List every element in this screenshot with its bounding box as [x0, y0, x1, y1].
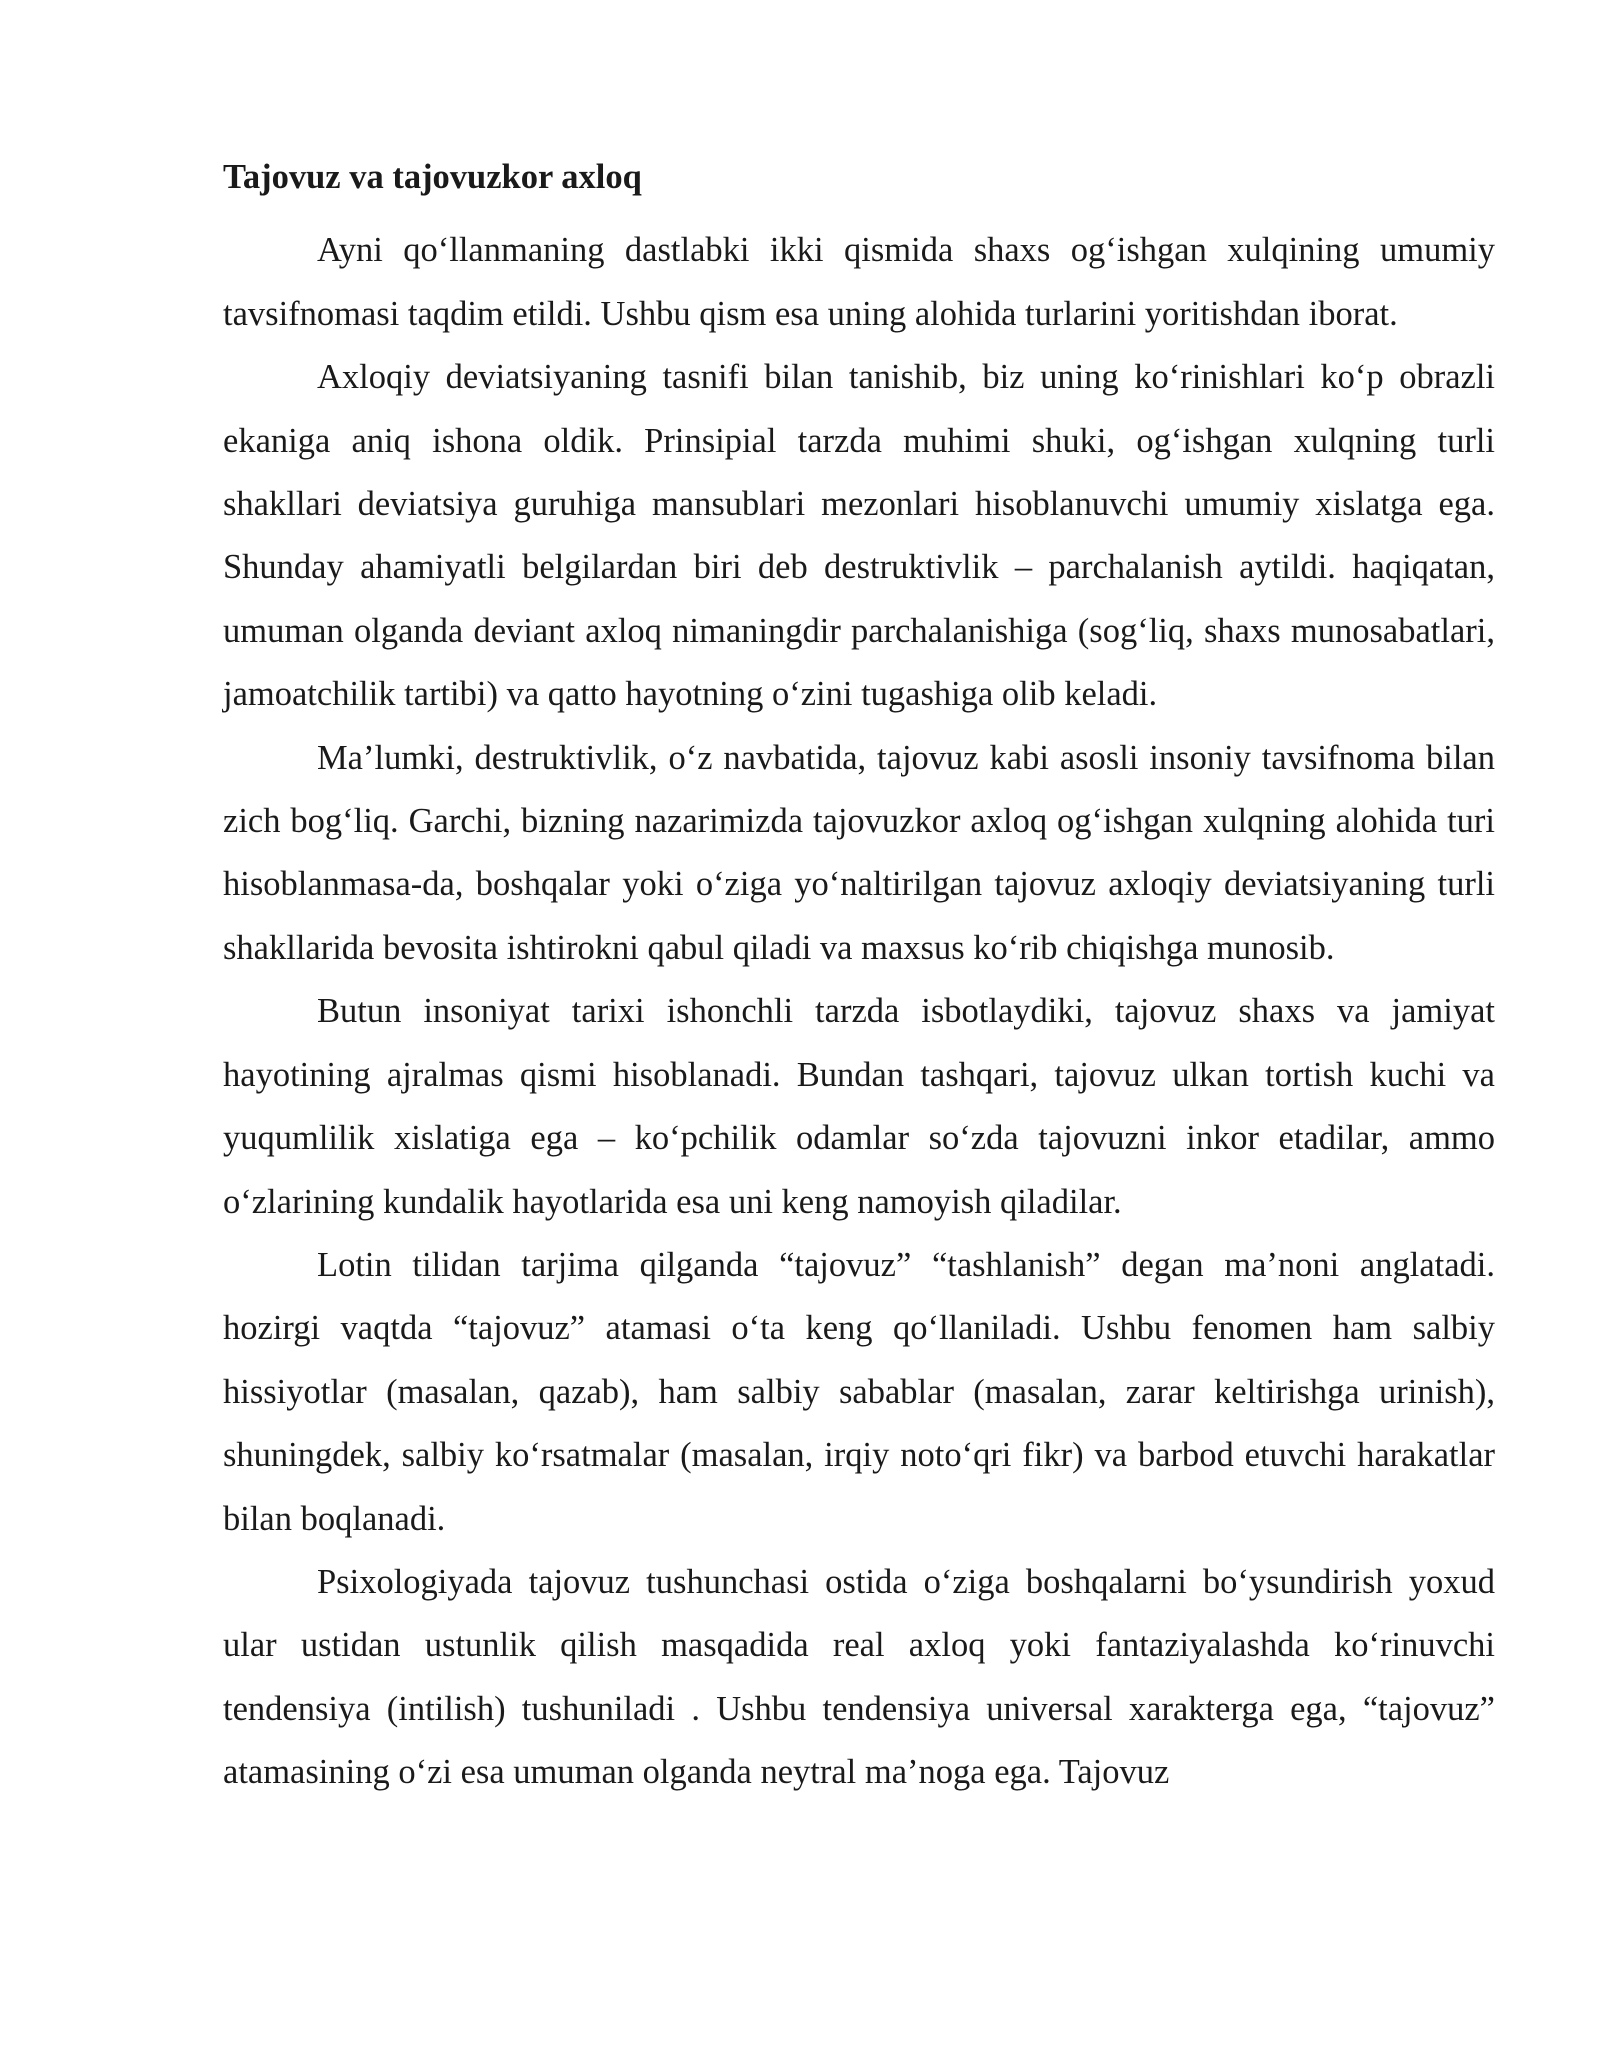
paragraph-6: Psixologiyada tajovuz tushunchasi ostida o‘ziga boshqalarni bo‘ysundirish yoxud ular ustidan ustunlik qilish masqadida real axloq yoki fantaziyalashda ko‘rinuvchi tendensiya (intilish) tushuniladi . Ushbu tendensiya universal xarakterga ega, “tajovuz” atamasining o‘zi esa umuman olganda neytral ma’noga ega. Tajovuz: [223, 1562, 1495, 1792]
paragraph-5: Lotin tilidan tarjima qilganda “tajovuz” “tashlanish” degan ma’noni anglatadi. hozirgi vaqtda “tajovuz” atamasi o‘ta keng qo‘llaniladi. Ushbu fenomen ham salbiy hissiyotlar (masalan, qazab), ham salbiy sabablar (masalan, zarar keltirishga urinish), shuningdek, salbiy ko‘rsatmalar (masalan, irqiy noto‘qri fikr) va barbod etuvchi harakatlar bilan boqlanadi.: [223, 1245, 1495, 1538]
document-body: [223, 138, 1495, 1805]
paragraph-2: Axloqiy deviatsiyaning tasnifi bilan tanishib, biz uning ko‘rinishlari ko‘p obrazli ekaniga aniq ishona oldik. Prinsipial tarzda muhimi shuki, og‘ishgan xulqning turli shakllari deviatsiya guruhiga mansublari mezonlari hisoblanuvchi umumiy xislatga ega. Shunday ahamiyatli belgilardan biri deb destruktivlik – parchalanish aytildi. haqiqatan, umuman olganda deviant axloq nimaningdir parchalanishiga (sog‘liq, shaxs munosabatlari, jamoatchilik tartibi) va qatto hayotning o‘zini tugashiga olib keladi.: [223, 358, 1495, 714]
paragraph-4: Butun insoniyat tarixi ishonchli tarzda isbotlaydiki, tajovuz shaxs va jamiyat hayotining ajralmas qismi hisoblanadi. Bundan tashqari, tajovuz ulkan tortish kuchi va yuqumlilik xislatiga ega – ko‘pchilik odamlar so‘zda tajovuzni inkor etadilar, ammo o‘zlarining kundalik hayotlarida esa uni keng namoyish qiladilar.: [223, 992, 1495, 1221]
paragraph-1: Ayni qo‘llanmaning dastlabki ikki qismida shaxs og‘ishgan xulqining umumiy tavsifnomasi taqdim etildi. Ushbu qism esa uning alohida turlarini yoritishdan iborat.: [223, 231, 1495, 333]
paragraph-3: Ma’lumki, destruktivlik, o‘z navbatida, tajovuz kabi asosli insoniy tavsifnoma bilan zich bog‘liq. Garchi, bizning nazarimizda tajovuzkor axloq og‘ishgan xulqning alohida turi hisoblanmasa-da, boshqalar yoki o‘ziga yo‘naltirilgan tajovuz axloqiy deviatsiyaning turli shakllarida bevosita ishtirokni qabul qiladi va maxsus ko‘rib chiqishga munosib.: [223, 738, 1495, 967]
document-title: Tajovuz va tajovuzkor axloq: [223, 158, 642, 196]
